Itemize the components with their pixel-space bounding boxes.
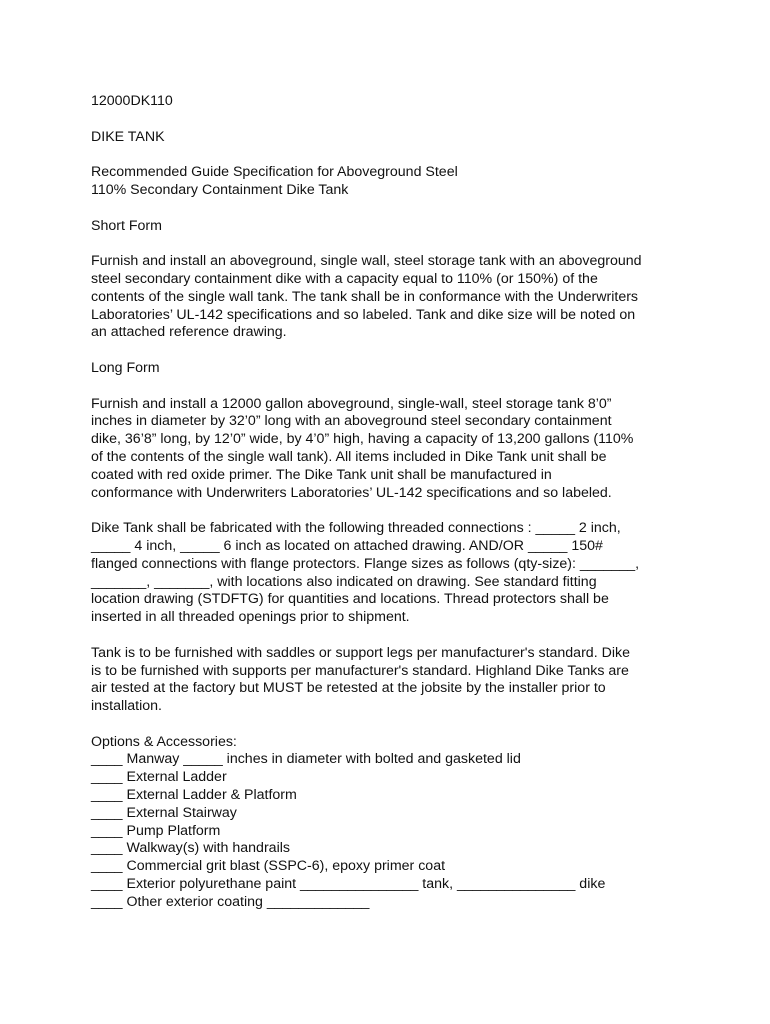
long-form-paragraph-3 bbox=[91, 645, 691, 716]
long-form-line: inches in diameter by 32’0” long with an aboveground steel secondary containment bbox=[91, 413, 612, 430]
supports-line: installation. bbox=[91, 698, 162, 715]
options-heading: Options & Accessories: bbox=[91, 733, 237, 750]
option-item: ____ Other exterior coating _____________ bbox=[91, 893, 370, 910]
long-form-paragraph-1 bbox=[91, 396, 691, 503]
short-form-heading: Short Form bbox=[91, 217, 162, 234]
options-list bbox=[91, 734, 691, 912]
supports-line: air tested at the factory but MUST be retested at the jobsite by the installer prior to bbox=[91, 680, 606, 697]
document-body bbox=[91, 93, 691, 912]
option-item: ____ Commercial grit blast (SSPC-6), epoxy primer coat bbox=[91, 858, 446, 875]
long-form-line: conformance with Underwriters Laboratories’ UL-142 specifications and so labeled. bbox=[91, 484, 612, 501]
long-form-line: coated with red oxide primer. The Dike Tank unit shall be manufactured in bbox=[91, 466, 552, 483]
option-item: ____ Exterior polyurethane paint _______________ tank, _______________ dike bbox=[91, 876, 606, 893]
long-form-line: of the contents of the single wall tank). All items included in Dike Tank unit shall be bbox=[91, 448, 607, 465]
document-id: 12000DK110 bbox=[91, 93, 173, 109]
long-form-line: Furnish and install a 12000 gallon aboveground, single-wall, steel storage tank 8’0” bbox=[91, 395, 612, 412]
short-form-line: Furnish and install an aboveground, single wall, steel storage tank with an aboveground bbox=[91, 253, 642, 270]
option-item: ____ External Stairway bbox=[91, 804, 237, 821]
short-form-line: an attached reference drawing. bbox=[91, 324, 287, 341]
long-form-heading: Long Form bbox=[91, 359, 160, 376]
connections-line: location drawing (STDFTG) for quantities and locations. Thread protectors shall be bbox=[91, 591, 609, 608]
option-item: ____ Manway _____ inches in diameter with bolted and gasketed lid bbox=[91, 751, 521, 768]
option-item: ____ External Ladder bbox=[91, 769, 227, 786]
connections-line: _____ 4 inch, _____ 6 inch as located on attached drawing. AND/OR _____ 150# bbox=[91, 537, 603, 554]
short-form-line: Laboratories’ UL-142 specifications and so labeled. Tank and dike size will be noted on bbox=[91, 306, 636, 323]
option-item: ____ Pump Platform bbox=[91, 822, 221, 839]
short-form-line: steel secondary containment dike with a capacity equal to 110% (or 150%) of the bbox=[91, 270, 598, 287]
short-form-line: contents of the single wall tank. The tank shall be in conformance with the Underwriters bbox=[91, 288, 639, 305]
document-subtitle bbox=[91, 164, 691, 200]
long-form-line: dike, 36’8” long, by 12’0” wide, by 4’0” high, having a capacity of 13,200 gallons (110% bbox=[91, 431, 634, 448]
subtitle-line-2: 110% Secondary Containment Dike Tank bbox=[91, 181, 349, 198]
connections-line: inserted in all threaded openings prior to shipment. bbox=[91, 609, 410, 626]
connections-line: flanged connections with flange protectors. Flange sizes as follows (qty-size): _______, bbox=[91, 555, 640, 572]
subtitle-line-1: Recommended Guide Specification for Aboveground Steel bbox=[91, 164, 458, 181]
document-title: DIKE TANK bbox=[91, 128, 165, 145]
option-item: ____ External Ladder & Platform bbox=[91, 787, 297, 804]
connections-line: Dike Tank shall be fabricated with the following threaded connections : _____ 2 inch, bbox=[91, 520, 621, 537]
supports-line: Tank is to be furnished with saddles or support legs per manufacturer's standard. Dike bbox=[91, 644, 630, 661]
connections-line: _______, _______, with locations also indicated on drawing. See standard fitting bbox=[91, 573, 597, 590]
long-form-paragraph-2 bbox=[91, 520, 691, 627]
option-item: ____ Walkway(s) with handrails bbox=[91, 840, 290, 857]
supports-line: is to be furnished with supports per manufacturer's standard. Highland Dike Tanks are bbox=[91, 662, 629, 679]
short-form-paragraph bbox=[91, 253, 691, 342]
